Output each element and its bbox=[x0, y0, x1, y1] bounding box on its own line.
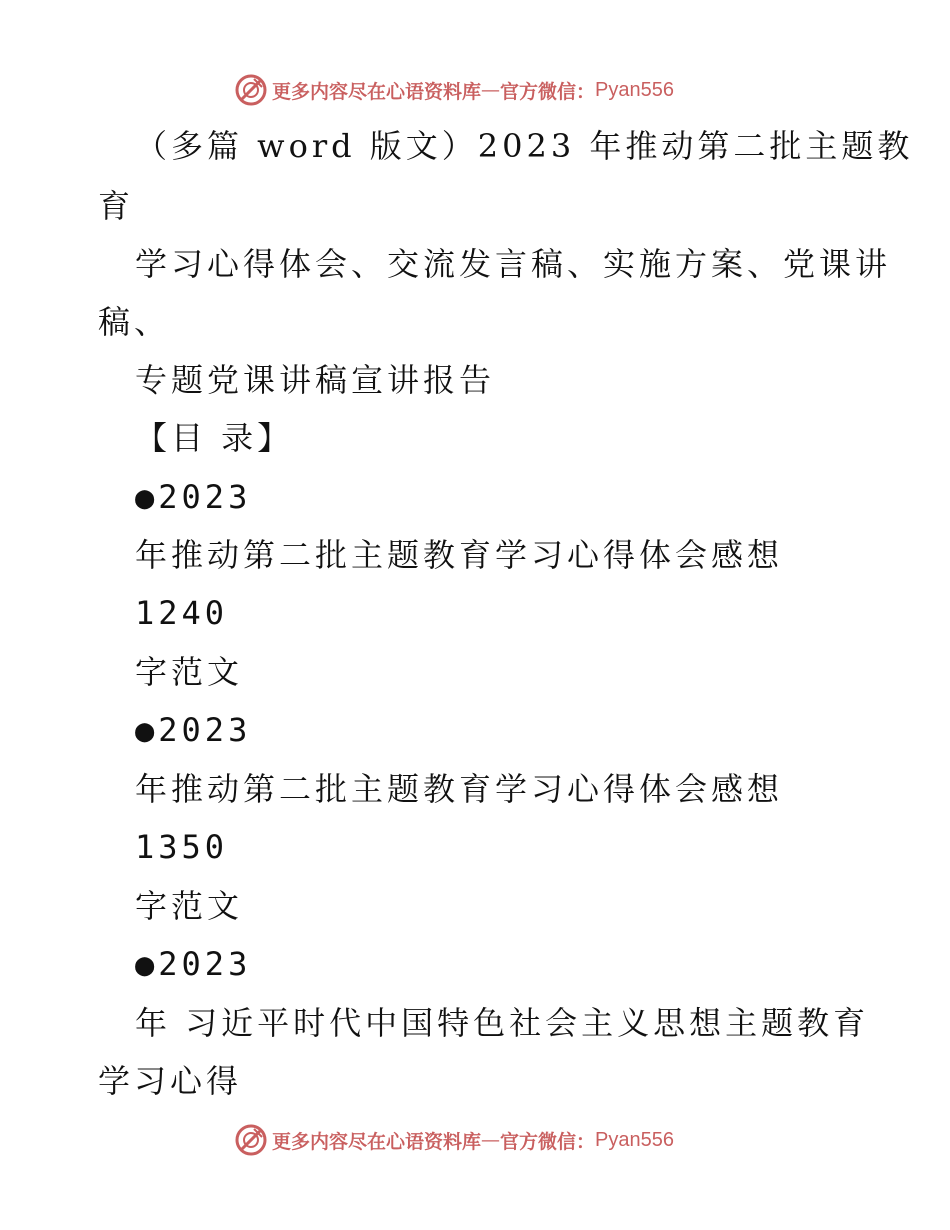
watermark-separator: — bbox=[481, 79, 501, 101]
toc-item-1-suffix: 字范文 bbox=[135, 653, 244, 691]
watermark-wechat-label: 官方微信： bbox=[500, 80, 596, 103]
footer-watermark bbox=[234, 1122, 674, 1158]
document-title-line-2: 学习心得体会、交流发言稿、实施方案、党课讲 bbox=[135, 245, 892, 283]
seal-logo-icon bbox=[234, 1123, 268, 1157]
toc-item-2-count: 1350 bbox=[135, 828, 229, 866]
toc-item-3-title-wrap: 学习心得 bbox=[98, 1062, 243, 1100]
watermark-site-text: 更多内容尽在心语资料库 bbox=[272, 1130, 482, 1153]
watermark-separator: — bbox=[481, 1129, 501, 1151]
watermark-wechat-id: Pyan556 bbox=[595, 78, 674, 101]
seal-logo-icon bbox=[234, 73, 268, 107]
document-title-line-1: （多篇 word 版文）2023 年推动第二批主题教 bbox=[135, 127, 914, 165]
watermark-wechat-label: 官方微信： bbox=[500, 1130, 596, 1153]
toc-item-2-title: 年推动第二批主题教育学习心得体会感想 bbox=[135, 770, 784, 808]
toc-item-2-suffix: 字范文 bbox=[135, 887, 244, 925]
toc-item-1-count: 1240 bbox=[135, 594, 229, 632]
header-watermark bbox=[234, 72, 674, 108]
toc-item-2-year: ●2023 bbox=[135, 711, 252, 749]
document-title-line-2-wrap: 稿、 bbox=[98, 303, 171, 341]
watermark-site-text: 更多内容尽在心语资料库 bbox=[272, 80, 482, 103]
watermark-wechat-id: Pyan556 bbox=[595, 1128, 674, 1151]
document-title-line-1-wrap: 育 bbox=[98, 187, 135, 225]
toc-item-1-year: ●2023 bbox=[135, 478, 252, 516]
toc-item-3-title: 年 习近平时代中国特色社会主义思想主题教育 bbox=[135, 1004, 870, 1042]
toc-heading: 【目 录】 bbox=[135, 419, 294, 457]
toc-item-1-title: 年推动第二批主题教育学习心得体会感想 bbox=[135, 536, 784, 574]
toc-item-3-year: ●2023 bbox=[135, 945, 252, 983]
document-title-line-3: 专题党课讲稿宣讲报告 bbox=[135, 361, 496, 399]
